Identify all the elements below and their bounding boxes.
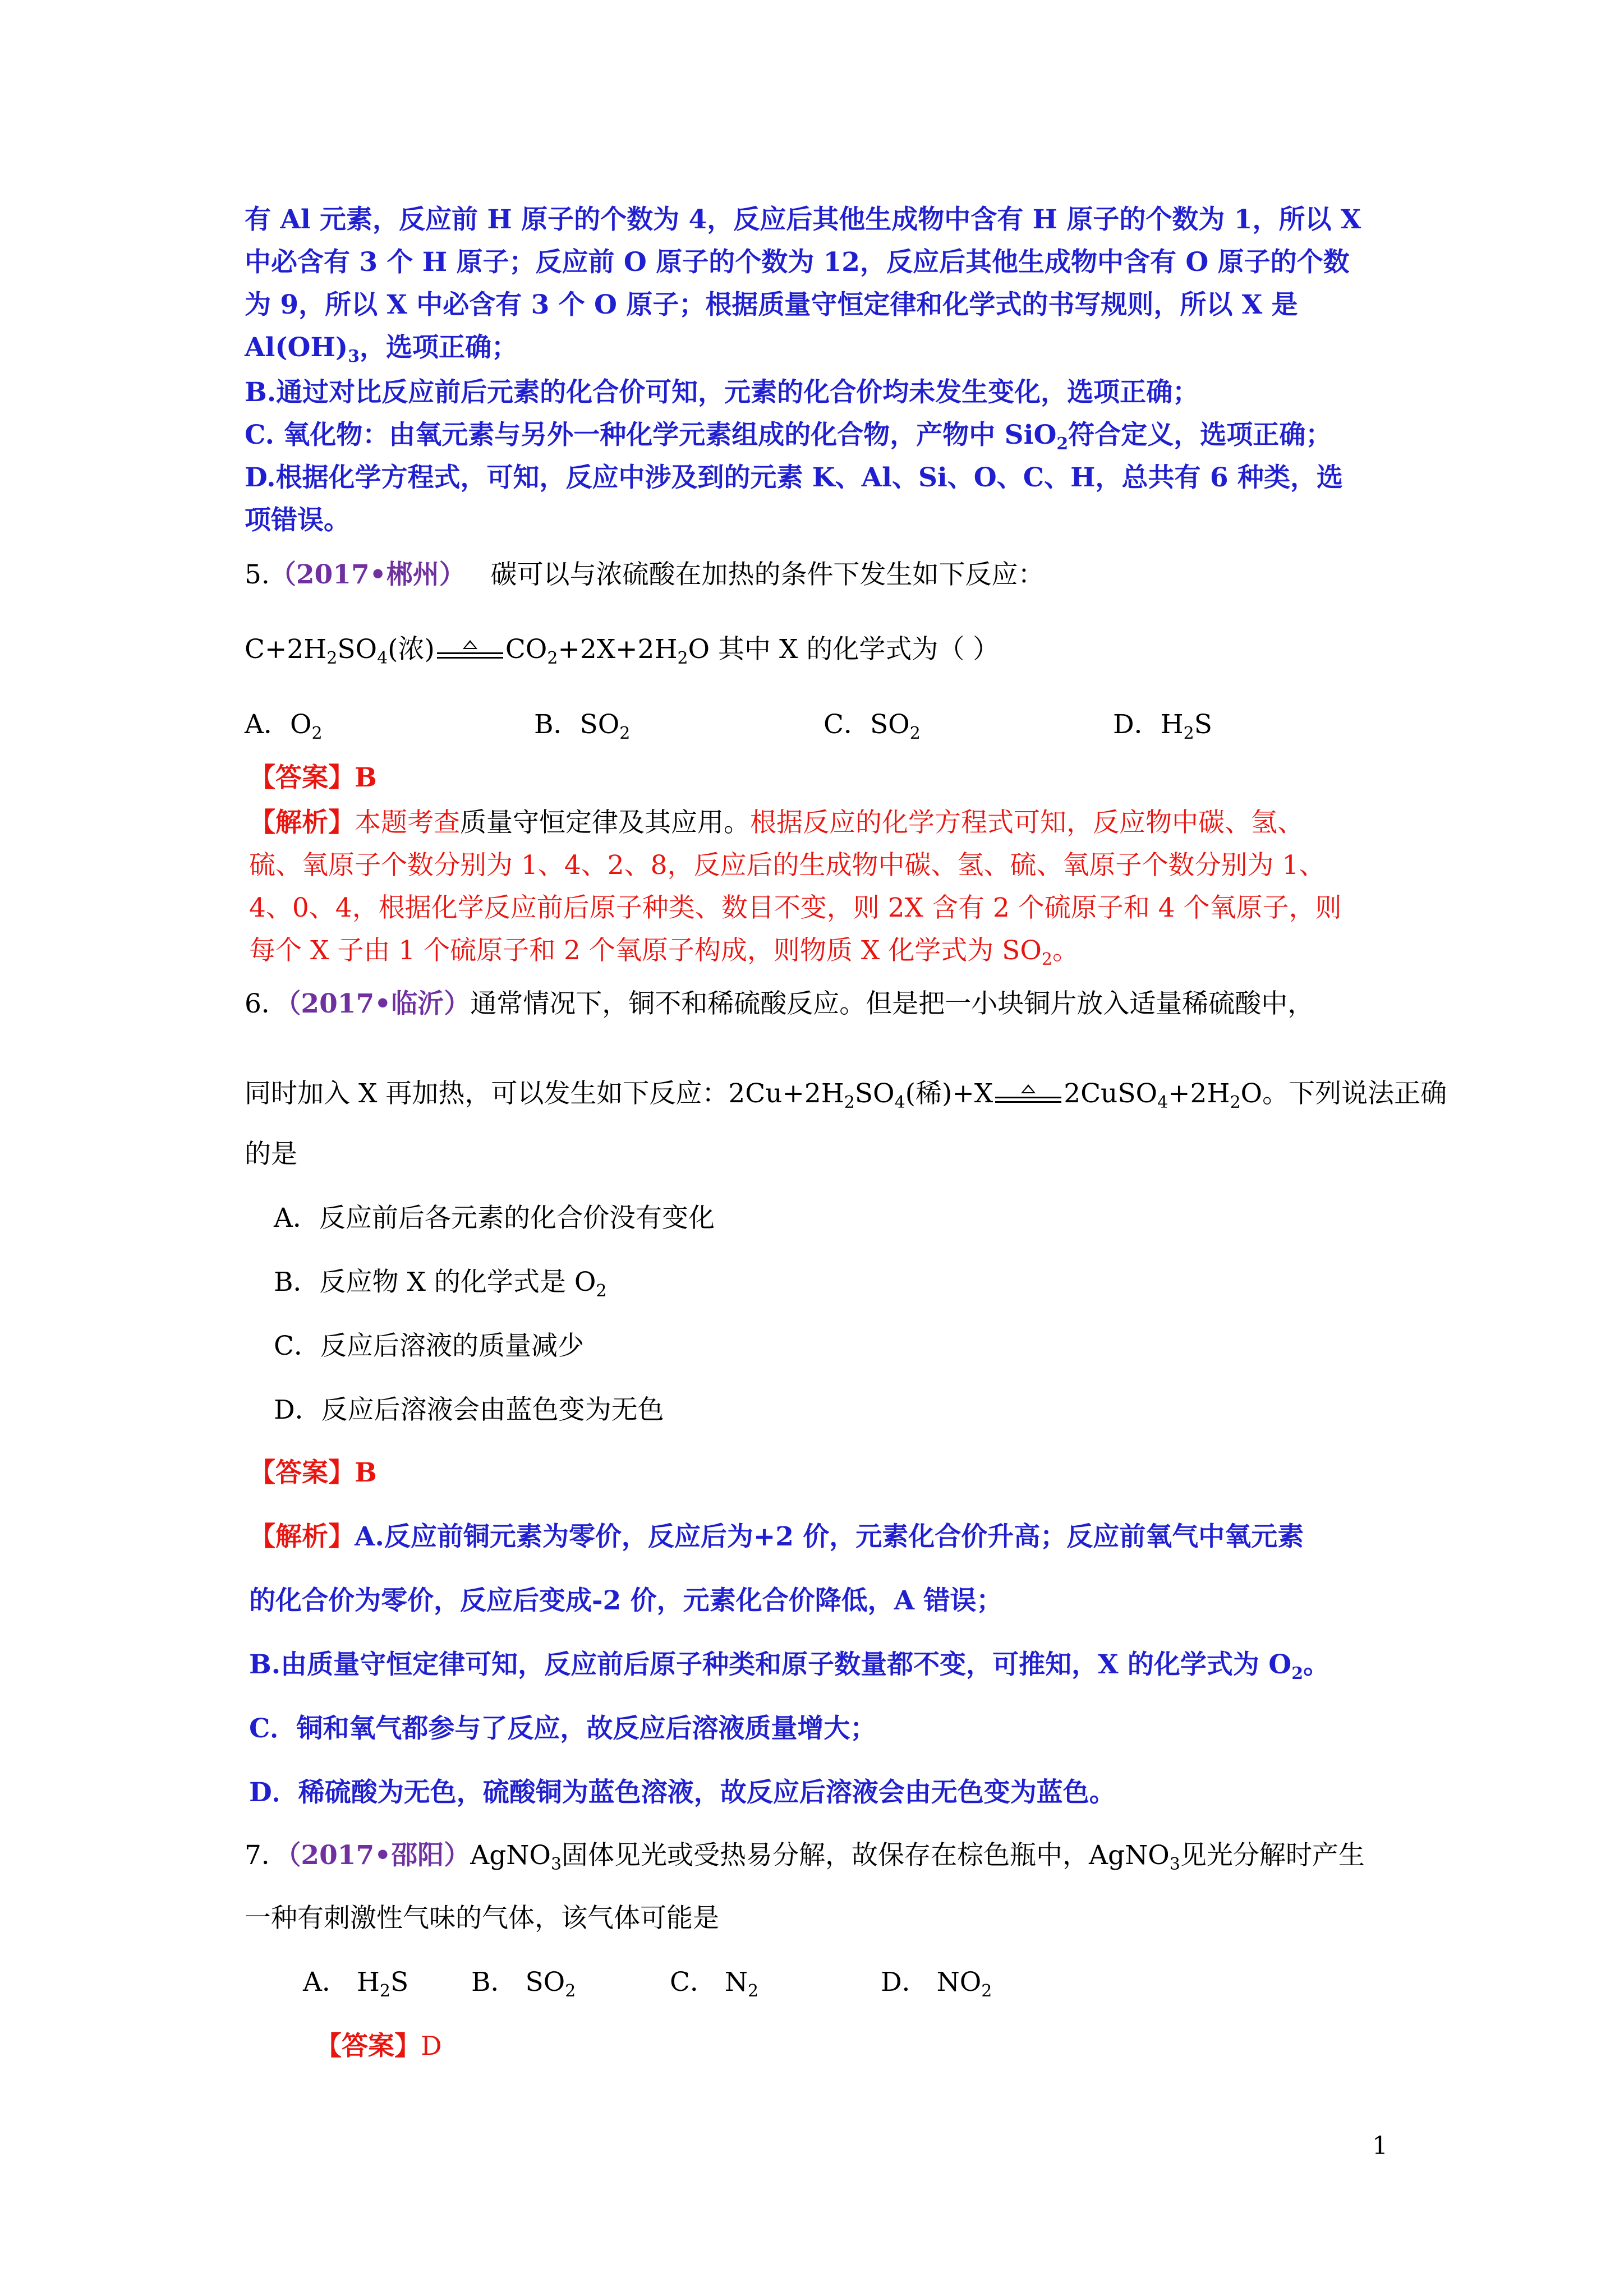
analysis-line: 硫、氧原子个数分别为 1、4、2、8，反应后的生成物中碳、氢、硫、氧原子个数分别为 1、 [249,850,1326,881]
analysis-line: C. 氧化物：由氧元素与另外一种化学元素组成的化合物，产物中 SiO$_2$符合定义，选项正确； [245,420,1332,454]
answer: 【答案】B [249,1457,377,1488]
question-6-stem: 的是 [245,1139,297,1170]
analysis-line: 为 9，所以 X 中必含有 3 个 O 原子；根据质量守恒定律和化学式的书写规则，所以 X 是 [245,289,1298,320]
question-source: （2017•临沂） [287,988,471,1019]
question-5-equation: $C+2H_2SO_4$(浓) $CO_2+2X+2H_2O$ 其中 X 的化学式为（ ） [245,634,1000,668]
analysis-line: 中必含有 3 个 H 原子；反应前 O 原子的个数为 12，反应后其他生成物中含有 O 原子的个数 [245,247,1350,278]
analysis-line: 【解析】本题考查质量守恒定律及其应用。根据反应的化学方程式可知，反应物中碳、氢、 [249,807,1304,838]
analysis-line: 每个 X 子由 1 个硫原子和 2 个氧原子构成，则物质 X 化学式为 $SO_2$。 [249,935,1079,969]
question-7-stem: 7．（2017•邵阳）AgNO$_3$固体见光或受热易分解，故保存在棕色瓶中，AgNO$_3$见光分解时产生 [245,1840,1365,1874]
option-a: A．反应前后各元素的化合价没有变化 [274,1203,715,1234]
analysis-line: C．铜和氧气都参与了反应，故反应后溶液质量增大； [249,1713,877,1744]
option-b: B． $SO_2$ [471,1967,576,2001]
option-c: C．反应后溶液的质量减少 [274,1331,584,1361]
option-c: C． $N_2$ [670,1967,759,2001]
answer: 【答案】D [315,2031,442,2062]
analysis-line: D.根据化学方程式，可知，反应中涉及到的元素 K、Al、Si、O、C、H，总共有 6 种类，选 [245,462,1343,493]
analysis-line: B.通过对比反应前后元素的化合价可知，元素的化合价均未发生变化，选项正确； [245,377,1199,408]
analysis-line: 项错误。 [245,505,350,536]
option-d: D． $NO_2$ [881,1967,992,2001]
option-c: C．$SO_2$ [823,709,921,743]
question-6-stem: 6．（2017•临沂）通常情况下，铜不和稀硫酸反应。但是把一小块铜片放入适量稀硫酸中， [245,988,1314,1019]
analysis-line: D．稀硫酸为无色，硫酸铜为蓝色溶液，故反应后溶液会由无色变为蓝色。 [249,1777,1116,1808]
option-d: D．$H_2S$ [1113,709,1212,743]
analysis-line: 的化合价为零价，反应后变成-2 价，元素化合价降低，A 错误； [249,1585,1003,1616]
answer: 【答案】B [249,762,377,793]
analysis-line: B.由质量守恒定律可知，反应前后原子种类和原子数量都不变，可推知，X 的化学式为 $O_2$。 [249,1649,1330,1683]
page-number: 1 [1372,2132,1388,2160]
analysis-line: 4、0、4，根据化学反应前后原子种类、数目不变，则 2X 含有 2 个硫原子和 4 个氧原子，则 [249,892,1342,923]
question-7-stem: 一种有刺激性气味的气体，该气体可能是 [245,1903,719,1934]
question-source: （2017•邵阳） [287,1840,471,1871]
option-b: B．反应物 X 的化学式是 $O_2$ [274,1267,607,1301]
question-6-stem: 同时加入 X 再加热，可以发生如下反应：$2Cu+2H_2SO_4$(稀)+X $2CuSO_4+2H_2O$。下列说法正确 [245,1078,1447,1112]
option-a: A．$O_2$ [245,709,323,743]
question-source: （2017•郴州） [269,559,466,590]
analysis-line: 有 Al 元素，反应前 H 原子的个数为 4，反应后其他生成物中含有 H 原子的个数为 1，所以 X [245,204,1361,235]
option-a: A． $H_2S$ [303,1967,409,2001]
option-d: D．反应后溶液会由蓝色变为无色 [274,1395,664,1425]
analysis-line: $Al(OH)_3$，选项正确； [245,332,518,366]
heating-equals-sign [995,1084,1061,1107]
question-5-stem: 5.（2017•郴州） 碳可以与浓硫酸在加热的条件下发生如下反应： [245,559,1045,590]
option-b: B．$SO_2$ [534,709,631,743]
heating-equals-sign [437,640,503,662]
analysis-line: 【解析】A.反应前铜元素为零价，反应后为+2 价，元素化合价升高；反应前氧气中氧元素 [249,1521,1304,1552]
